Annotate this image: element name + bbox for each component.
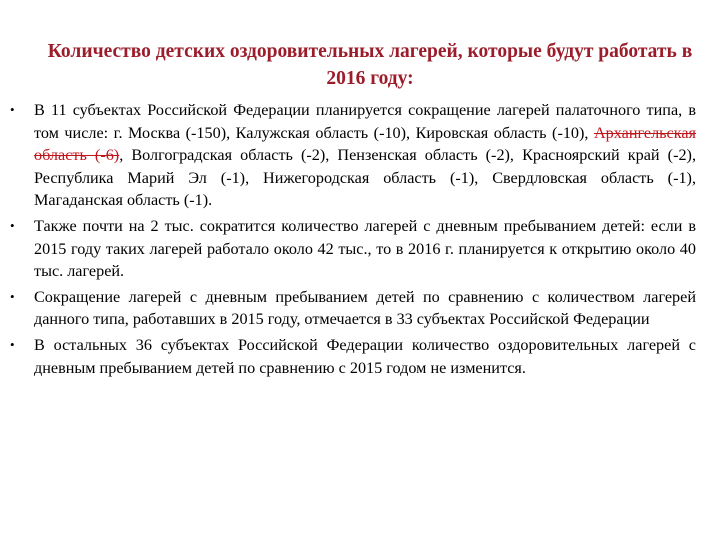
bullet-icon: • <box>10 102 15 117</box>
bullet-icon: • <box>10 288 15 304</box>
bullet-1-text-start: В 11 субъектах Российской Федерации планируется сокращение лагерей палаточного типа, в том числе: г. Москва (-150), Калужская область (-10), Кировская область (-10), <box>34 101 696 142</box>
highlighted-region: Архангельская область (-6) <box>34 123 696 165</box>
bullet-2-text: Также почти на 2 тыс. сократится количество лагерей с дневным пребыванием детей: если в 2015 году таких лагерей работало около 42 тыс., то в 2016 г. планируется к открытию около 40 тыс. лагерей. <box>34 216 696 281</box>
slide-title: Количество детских оздоровительных лагерей, которые будут работать в 2016 году: <box>47 41 693 89</box>
bullet-item-4 <box>8 334 696 379</box>
bullet-4-text: В остальных 36 субъектах Российской Федерации количество оздоровительных лагерей с дневным пребыванием детей по сравнению с 2015 годом не изменится. <box>34 335 696 377</box>
bullet-icon: • <box>10 217 15 233</box>
bullet-icon: • <box>10 336 15 352</box>
bullet-item-3 <box>8 286 696 331</box>
bullet-1-text-end: , Волгоградская область (-2), Пензенская область (-2), Красноярский край (-2), Республика Марий Эл (-1), Нижегородская область (-1), Свердловская область (-1), Магаданская область (-1). <box>34 146 696 210</box>
bullet-item-2 <box>8 215 696 283</box>
bullet-3-text: Сокращение лагерей с дневным пребыванием детей по сравнению с количеством лагерей данного типа, работавших в 2015 году, отмечается в 33 субъектах Российской Федерации <box>34 287 696 329</box>
bullet-item-1 <box>8 99 696 212</box>
bullet-list <box>8 99 696 382</box>
